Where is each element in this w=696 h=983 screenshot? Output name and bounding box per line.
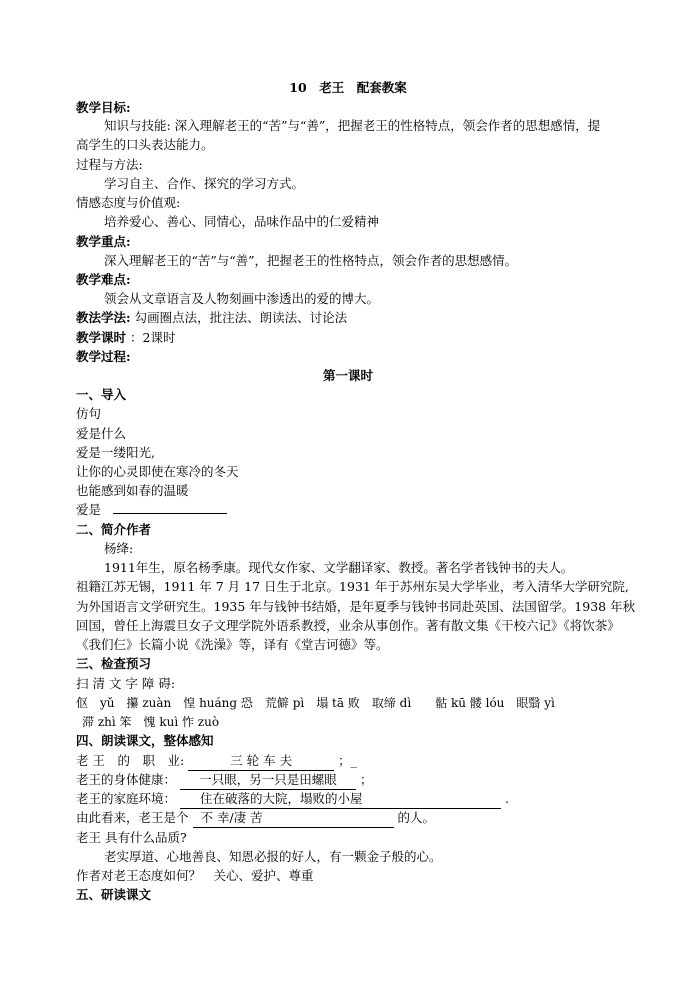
author-heading: 二、简介作者 xyxy=(76,522,152,537)
author-name: 杨绛: xyxy=(104,541,134,556)
health-label: 老王的身体健康： xyxy=(76,772,177,787)
methods-text: 勾画圈点法，批注法、朗读法、讨论法 xyxy=(134,310,348,325)
methods-line xyxy=(76,309,347,327)
preview-heading: 三、检查预习 xyxy=(76,656,152,671)
study-heading: 五、研读课文 xyxy=(76,887,152,902)
key-point-text: 深入理解老王的“苦”与“善”，把握老王的性格特点，领会作者的思想感情。 xyxy=(104,253,518,268)
intro-heading: 一、导入 xyxy=(76,387,127,402)
goals-heading: 教学目标: xyxy=(76,100,131,115)
intro-blank-prefix: 爱是 xyxy=(76,502,102,517)
process-method-text: 学习自主、合作、探究的学习方式。 xyxy=(104,176,305,191)
health-answer: 一只眼，另一只是田螺眼 xyxy=(180,771,356,790)
process-heading: 教学过程: xyxy=(76,349,131,364)
author-bio-line: 为外国语言文学研究生。1935 年与钱钟书结婚，是年夏季与钱钟书同赴英国、法国留学。1938 年秋 xyxy=(76,599,636,614)
intro-line: 仿句 xyxy=(76,406,102,421)
intro-line: 也能感到如春的温暖 xyxy=(76,483,189,498)
intro-line: 爱是什么 xyxy=(76,426,127,441)
author-bio-line: 1911年生，原名杨季康。现代女作家、文学翻译家、教授。著名学者钱钟书的夫人。 xyxy=(104,560,574,575)
health-line xyxy=(76,771,373,790)
quality-question: 老王 具有什么品质? xyxy=(76,830,187,845)
page-title: 10 老王 配套教案 xyxy=(289,80,407,95)
emotion-label: 情感态度与价值观: xyxy=(76,195,181,210)
conclude-end: 的人。 xyxy=(397,810,435,825)
key-point-heading: 教学重点: xyxy=(76,234,131,249)
intro-blank xyxy=(113,513,227,514)
intro-line: 让你的心灵即使在寒冷的冬天 xyxy=(76,464,239,479)
conclude-line xyxy=(76,809,435,828)
author-bio-line: 祖籍江苏无锡，1911 年 7 月 17 日生于北京。1931 年于苏州东吴大学毕业，考入清华大学研究院, xyxy=(76,579,629,594)
attitude-line: 作者对老王态度如何？ 关心、爱护、尊重 xyxy=(76,868,314,883)
job-end: ；_ xyxy=(338,753,357,768)
home-end: . xyxy=(504,791,509,806)
methods-label: 教法学法: xyxy=(76,310,131,325)
intro-line: 爱是一缕阳光, xyxy=(76,445,155,460)
home-label: 老王的家庭环境： xyxy=(76,791,177,806)
author-bio-line: 《我们仨》长篇小说《洗澡》等，译有《堂吉诃德》等。 xyxy=(76,637,389,652)
author-bio-line: 回国，曾任上海震旦女子文理学院外语系教授，业余从事创作。著有散文集《干校六记》《将饮茶》 xyxy=(76,618,620,633)
process-method-label: 过程与方法: xyxy=(76,157,143,172)
hours-label: 教学课时 xyxy=(76,330,127,345)
preview-vocab-line: 滞 zhì 笨 愧 kuì 怍 zuò xyxy=(82,715,220,729)
job-line xyxy=(76,752,357,771)
preview-vocab-line: 伛 yǔ 攥 zuàn 惶 huáng 恐 荒僻 pì 塌 tā 败 取缔 dì 骷 kū 髅 lóu 眼翳 yì xyxy=(76,696,555,710)
home-line xyxy=(76,790,509,809)
quality-answer: 老实厚道、心地善良、知恩必报的好人，有一颗金子般的心。 xyxy=(104,849,442,864)
difficulty-heading: 教学难点: xyxy=(76,272,131,287)
difficulty-text: 领会从文章语言及人物刻画中渗透出的爱的博大。 xyxy=(104,291,380,306)
conclude-label: 由此看来，老王是个 xyxy=(76,810,189,825)
hours-text: ：2课时 xyxy=(130,330,176,345)
emotion-text: 培养爱心、善心、同情心，品味作品中的仁爱精神 xyxy=(104,214,380,229)
job-label: 老 王 的 职 业: xyxy=(76,753,185,768)
home-answer: 住在破落的大院，塌败的小屋 xyxy=(180,790,501,809)
health-end: ； xyxy=(359,772,373,787)
preview-line: 扫 清 文 字 障 碍: xyxy=(76,676,176,691)
job-answer: 三 轮 车 夫 xyxy=(188,752,334,771)
conclude-answer: 不 幸/凄 苦 xyxy=(193,809,394,828)
goals-knowledge-line1: 知识与技能: 深入理解老王的“苦”与“善”，把握老王的性格特点，领会作者的思想感情，提 xyxy=(104,118,601,133)
intro-blank-line xyxy=(76,501,227,519)
goals-knowledge-line2: 高学生的口头表达能力。 xyxy=(76,137,214,152)
hours-line xyxy=(76,329,175,347)
lesson-title: 第一课时 xyxy=(322,368,373,383)
reading-heading: 四、朗读课文，整体感知 xyxy=(76,733,214,748)
